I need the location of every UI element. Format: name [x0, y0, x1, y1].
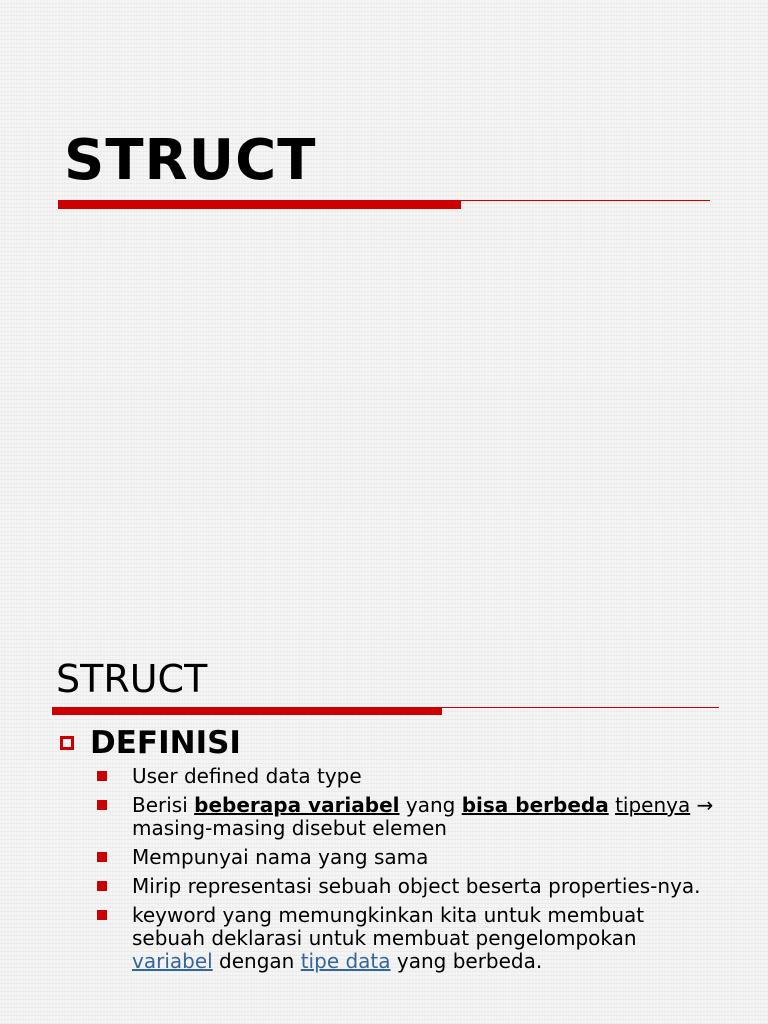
title-underline-rule: [52, 707, 719, 717]
emphasis-text: beberapa variabel: [194, 793, 400, 817]
list-item: [96, 875, 716, 898]
hollow-square-bullet-icon: [60, 736, 74, 750]
section-heading-label: DEFINISI: [90, 725, 241, 761]
item-text-part: dengan: [219, 949, 295, 973]
rule-thin-segment: [442, 707, 719, 708]
variabel-link[interactable]: variabel: [132, 949, 213, 973]
emphasis-text: bisa berbeda: [461, 793, 609, 817]
slide-1-title: STRUCT: [64, 128, 317, 193]
red-square-bullet-icon: [97, 800, 107, 810]
definition-list: [96, 765, 716, 979]
list-item: [96, 846, 716, 869]
item-text: Mempunyai nama yang sama: [132, 845, 429, 869]
item-text-part: keyword yang memungkinkan kita untuk membuat sebuah deklarasi untuk membuat pengelompokan: [132, 903, 645, 950]
red-square-bullet-icon: [97, 852, 107, 862]
item-text-part: Berisi: [132, 793, 188, 817]
red-square-bullet-icon: [97, 910, 107, 920]
slide-2-title: STRUCT: [56, 657, 208, 701]
rule-thick-segment: [52, 707, 442, 715]
slide-2: [0, 620, 768, 1024]
tipe-data-link[interactable]: tipe data: [300, 949, 391, 973]
list-item: [96, 794, 716, 840]
underlined-text: tipenya: [615, 793, 691, 817]
item-text-part: yang: [405, 793, 456, 817]
item-text-part: masing-masing disebut elemen: [132, 816, 447, 840]
arrow-icon: →: [696, 793, 714, 817]
rule-thick-segment: [58, 200, 461, 209]
red-square-bullet-icon: [97, 771, 107, 781]
item-text: Mirip representasi sebuah object beserta properties-nya.: [132, 874, 701, 898]
list-item: [96, 904, 716, 973]
section-heading: [60, 724, 241, 762]
red-square-bullet-icon: [97, 881, 107, 891]
item-text-part: yang berbeda.: [396, 949, 543, 973]
item-text: User defined data type: [132, 764, 362, 788]
title-underline-rule: [58, 200, 710, 210]
rule-thin-segment: [461, 200, 710, 201]
list-item: [96, 765, 716, 788]
